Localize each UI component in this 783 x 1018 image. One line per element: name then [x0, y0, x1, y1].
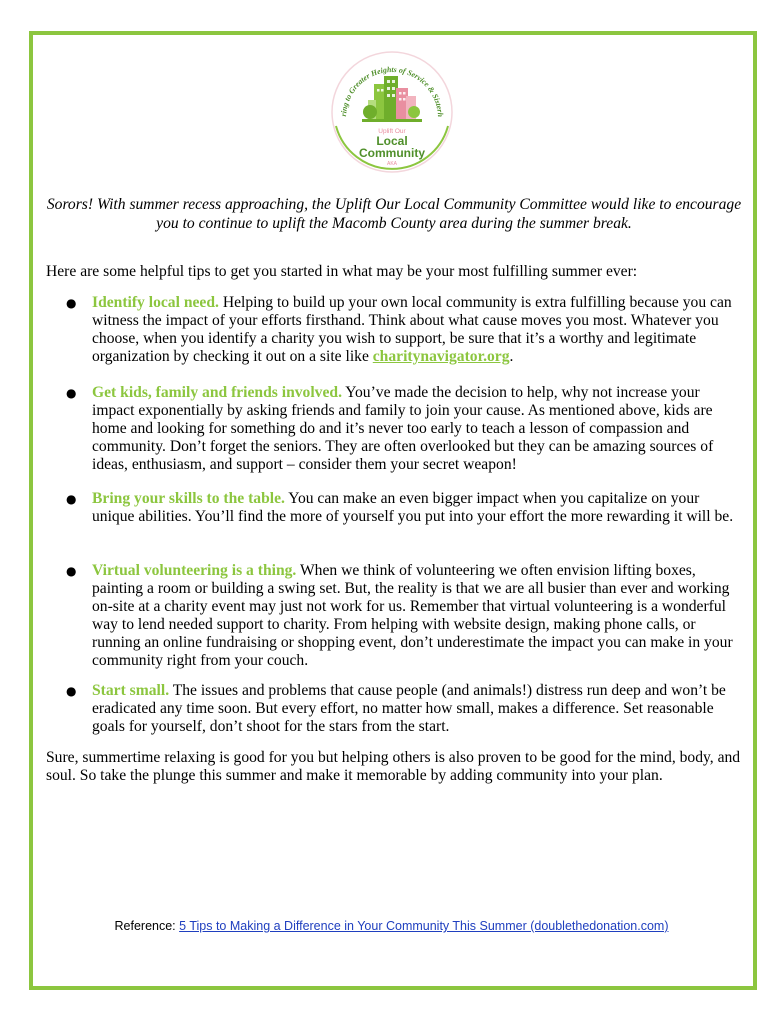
logo-arc-text: ring to Greater Heights of Service & Sisterh	[339, 64, 446, 118]
tip-item-identify	[64, 294, 744, 366]
bullet-icon: ●	[66, 492, 77, 506]
tip-title: Get kids, family and friends involved.	[92, 384, 342, 401]
tip-description: You can make an even bigger impact when you capitalize on your unique abilities. You’ll find the more of yourself you put into your effort the more rewarding it will be.	[92, 490, 734, 525]
bullet-icon: ●	[66, 296, 77, 310]
logo-line4: AKA	[386, 161, 398, 167]
tip-text	[92, 294, 744, 366]
bullet-icon: ●	[66, 684, 77, 698]
tip-description: You’ve made the decision to help, why not increase your impact exponentially by asking friends and family to join your cause. As mentioned above, kids are home and looking for something do and it’s never too early to teach a lesson of compassion and community. Don’t forget the seniors. They are often overlooked but they can be amazing sources of ideas, enthusiasm, and support – consider them your secret weapon!	[92, 384, 714, 473]
tip-title: Identify local need.	[92, 294, 219, 311]
closing-paragraph: Sure, summertime relaxing is good for you but helping others is also proven to be good for the mind, body, and soul. So take the plunge this summer and make it memorable by adding community into your plan.	[46, 749, 741, 784]
logo-line3: Community	[359, 146, 425, 160]
reference-line	[0, 919, 783, 933]
intro-message: Sorors! With summer recess approaching, the Uplift Our Local Community Committee would like to encourage you to continue to uplift the Macomb County area during the summer break.	[46, 196, 742, 232]
tip-description: When we think of volunteering we often envision lifting boxes, painting a room or building a swing set. But, the reality is that we are all busier than ever and working on-site at a charity event may just not work for us. Remember that virtual volunteering is a wonderful way to lend needed support to charity. From helping with website design, making phone calls, or running an online fundraising or shopping event, don’t underestimate the impact you can make in your community right from your couch.	[92, 562, 733, 669]
bullet-icon: ●	[66, 386, 77, 400]
tip-title: Start small.	[92, 682, 170, 699]
lead-sentence: Here are some helpful tips to get you started in what may be your most fulfilling summer ever:	[46, 263, 638, 280]
tip-text	[92, 490, 744, 526]
tip-text	[92, 562, 744, 670]
tip-description: The issues and problems that cause people (and animals!) distress run deep and won’t be eradicated any time soon. But every effort, no matter how small, makes a difference. Set reasonable goals for yourself, don’t shoot for the stars from the start.	[92, 682, 726, 735]
reference-link[interactable]: 5 Tips to Making a Difference in Your Community This Summer (doublethedonation.com)	[179, 919, 669, 933]
logo-line2: Local	[376, 134, 408, 148]
community-logo	[326, 46, 458, 176]
tip-text	[92, 682, 744, 736]
tip-item-small	[64, 682, 744, 736]
reference-label: Reference:	[114, 919, 180, 933]
logo-emblem	[326, 46, 458, 176]
tip-title: Virtual volunteering is a thing.	[92, 562, 297, 579]
tip-end-punctuation: .	[509, 348, 514, 365]
tip-text	[92, 384, 744, 474]
tip-item-skills	[64, 490, 744, 526]
tip-item-virtual	[64, 562, 744, 670]
tip-item-involve	[64, 384, 744, 474]
charitynavigator-link[interactable]: charitynavigator.org	[372, 348, 510, 365]
logo-line1: Uplift Our	[378, 128, 406, 135]
tip-title: Bring your skills to the table.	[92, 490, 285, 507]
bullet-icon: ●	[66, 564, 77, 578]
tip-description: Helping to build up your own local community is extra fulfilling because you can witness the impact of your efforts firsthand. Think about what cause moves you most. Whatever you choose, when you identify a charity you wish to support, be sure that it’s a worthy and legitimate organization by checking it out on a site like	[92, 294, 732, 365]
